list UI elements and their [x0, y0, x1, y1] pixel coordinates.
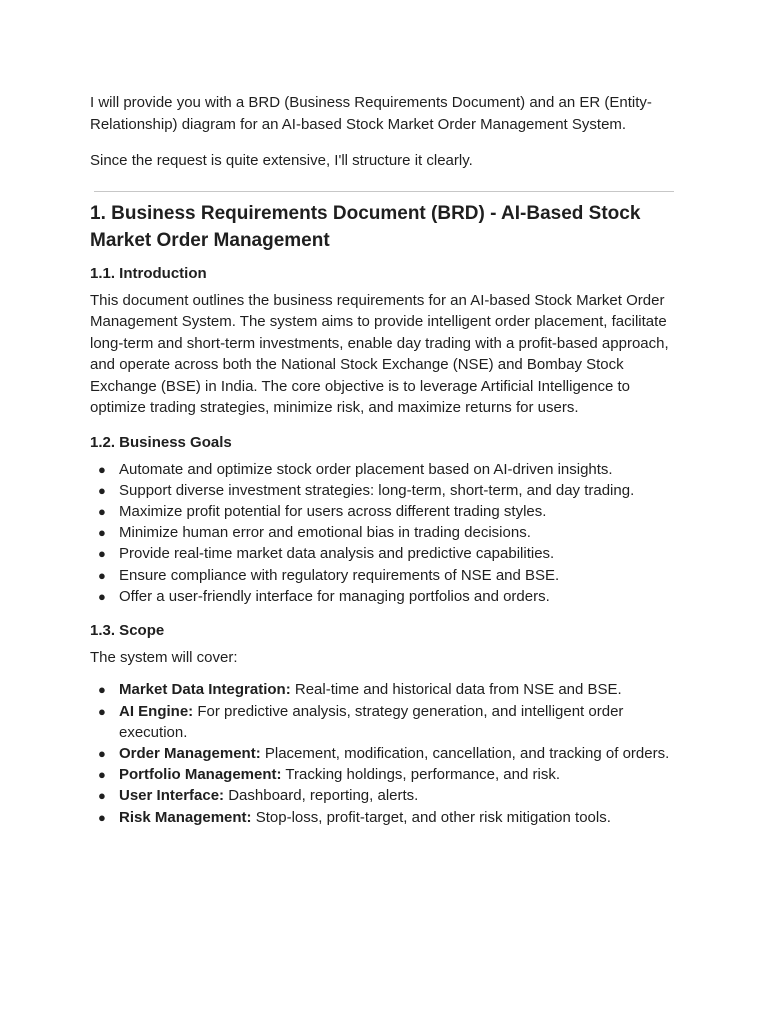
list-item	[90, 586, 676, 607]
scope-term: AI Engine:	[119, 702, 194, 720]
list-item	[90, 679, 676, 700]
list-item	[90, 543, 676, 564]
document-title: 1. Business Requirements Document (BRD) - AI-Based Stock Market Order Management	[90, 202, 641, 251]
bullet-icon: ●	[98, 682, 106, 698]
list-item	[90, 807, 676, 828]
list-item	[90, 480, 676, 501]
list-item	[90, 459, 676, 480]
goal-text: Automate and optimize stock order placement based on AI-driven insights.	[119, 460, 613, 478]
bullet-icon: ●	[98, 746, 106, 762]
bullet-icon: ●	[98, 588, 106, 604]
bullet-icon: ●	[98, 788, 106, 804]
goal-text: Support diverse investment strategies: long-term, short-term, and day trading.	[119, 481, 635, 499]
goal-text: Provide real-time market data analysis and predictive capabilities.	[119, 545, 555, 563]
bullet-icon: ●	[98, 703, 106, 719]
introduction-body: This document outlines the business requirements for an AI-based Stock Market Order Management System. The system aims to provide intelligent order placement, facilitate long-term and short-term investments, enable day trading with a profit-based approach, and operate across both the National Stock Exchange (NSE) and Bombay Stock Exchange (BSE) in India. The core objective is to leverage Artificial Intelligence to optimize trading strategies, minimize risk, and maximize returns for users.	[90, 291, 669, 416]
bullet-icon: ●	[98, 809, 106, 825]
goal-text: Ensure compliance with regulatory requirements of NSE and BSE.	[119, 566, 560, 584]
intro-paragraph: I will provide you with a BRD (Business Requirements Document) and an ER (Entity-Relationship) diagram for an AI-based Stock Market Order Management System.	[90, 94, 652, 133]
list-item	[90, 501, 676, 522]
scope-term: User Interface:	[119, 787, 225, 805]
goals-heading: 1.2. Business Goals	[90, 433, 232, 451]
goal-text: Maximize profit potential for users across different trading styles.	[119, 502, 547, 520]
scope-term: Risk Management:	[119, 808, 252, 826]
list-item	[90, 785, 676, 806]
scope-text: Placement, modification, cancellation, and tracking of orders.	[264, 745, 670, 763]
scope-term: Portfolio Management:	[119, 766, 282, 784]
scope-term: Order Management:	[119, 745, 261, 763]
introduction-heading: 1.1. Introduction	[90, 264, 207, 282]
scope-list	[90, 679, 676, 827]
scope-text: Stop-loss, profit-target, and other risk mitigation tools.	[255, 808, 611, 826]
scope-term: Market Data Integration:	[119, 681, 291, 699]
list-item	[90, 565, 676, 586]
bullet-icon: ●	[98, 767, 106, 783]
bullet-icon: ●	[98, 525, 106, 541]
scope-text: Dashboard, reporting, alerts.	[228, 787, 419, 805]
intro-note: Since the request is quite extensive, I'll structure it clearly.	[90, 152, 473, 169]
goal-text: Minimize human error and emotional bias in trading decisions.	[119, 524, 531, 542]
goal-text: Offer a user-friendly interface for managing portfolios and orders.	[119, 587, 550, 605]
list-item	[90, 743, 676, 764]
bullet-icon: ●	[98, 546, 106, 562]
scope-heading: 1.3. Scope	[90, 621, 165, 639]
bullet-icon: ●	[98, 503, 106, 519]
goals-list	[90, 459, 676, 607]
list-item	[90, 701, 676, 743]
scope-lead: The system will cover:	[90, 648, 238, 666]
scope-text: Real-time and historical data from NSE and BSE.	[294, 681, 622, 699]
scope-text: Tracking holdings, performance, and risk.	[285, 766, 560, 784]
list-item	[90, 764, 676, 785]
scope-text: For predictive analysis, strategy generation, and intelligent order execution.	[119, 702, 624, 741]
bullet-icon: ●	[98, 461, 106, 477]
bullet-icon: ●	[98, 567, 106, 583]
section-divider	[94, 191, 674, 192]
list-item	[90, 522, 676, 543]
bullet-icon: ●	[98, 482, 106, 498]
